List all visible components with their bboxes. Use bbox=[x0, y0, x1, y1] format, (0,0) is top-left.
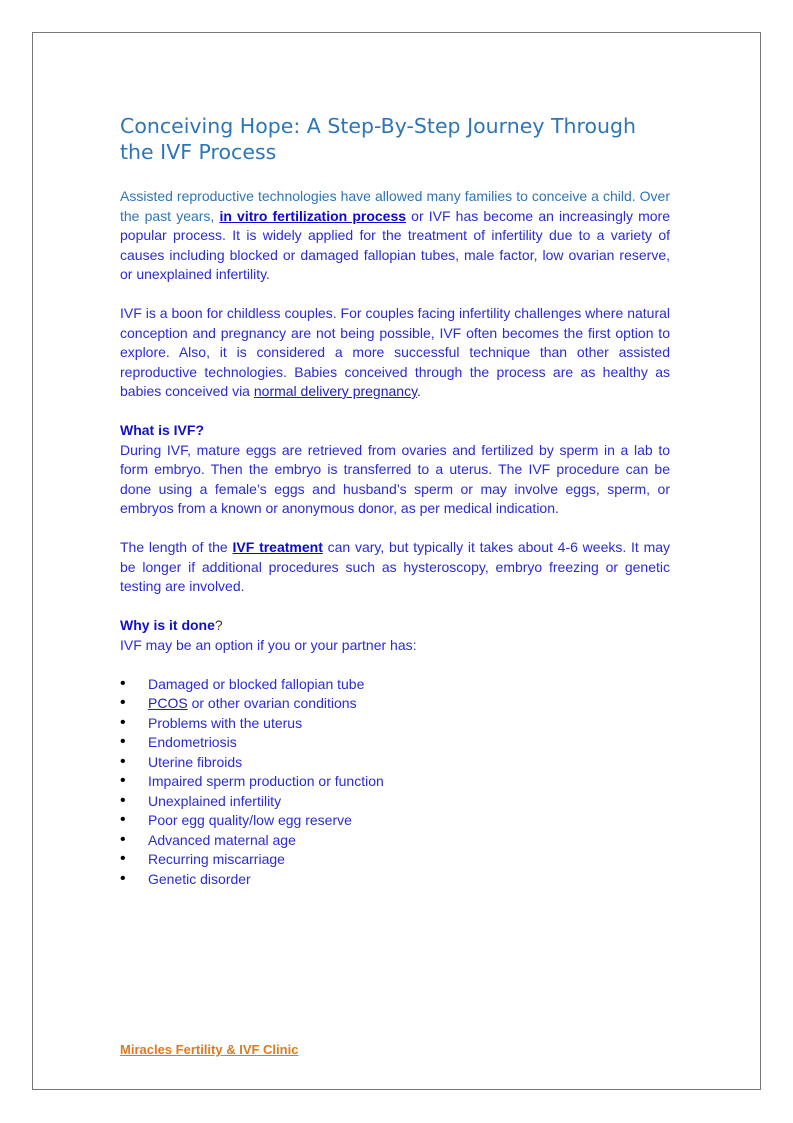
document-body bbox=[120, 113, 670, 889]
list-item: • Recurring miscarriage bbox=[120, 850, 285, 867]
ivf-process-link[interactable]: in vitro fertilization process bbox=[219, 207, 407, 224]
list-item: • Damaged or blocked fallopian tube bbox=[120, 674, 365, 692]
what-is-ivf-paragraph: During IVF, mature eggs are retrieved from ovaries and fertilized by sperm in a lab to form embryo. Then the embryo is transferred to a uterus. The IVF procedure can be done using a female’s eggs and husband’s sperm or may involve eggs, sperm, or embryos from a known or anonymous donor, as per medical indication. bbox=[120, 441, 670, 516]
indications-list bbox=[120, 675, 670, 890]
list-item: • Unexplained infertility bbox=[120, 791, 282, 809]
bullet-icon: • bbox=[120, 869, 126, 887]
boon-paragraph bbox=[120, 304, 670, 402]
bullet-icon: • bbox=[120, 791, 126, 809]
why-heading: Why is it done bbox=[120, 617, 215, 633]
intro-paragraph bbox=[120, 187, 670, 285]
bullet-icon: • bbox=[120, 694, 126, 711]
bullet-icon: • bbox=[120, 850, 126, 867]
footer-clinic-link[interactable]: Miracles Fertility & IVF Clinic bbox=[120, 1042, 299, 1057]
normal-delivery-link[interactable]: normal delivery pregnancy bbox=[253, 383, 418, 399]
why-heading-line bbox=[120, 616, 670, 636]
ivf-treatment-link[interactable]: IVF treatment bbox=[232, 539, 323, 555]
length-after: can vary, but typically it takes about 4-6 weeks. It may be longer if additional procedures such as hysteroscopy, embryo freezing or genetic testing are involved. bbox=[120, 539, 671, 594]
list-item: • Impaired sperm production or function bbox=[120, 772, 384, 789]
length-paragraph bbox=[120, 538, 670, 597]
list-item: • Problems with the uterus bbox=[120, 713, 303, 731]
boon-end: . bbox=[417, 383, 421, 399]
bullet-icon: • bbox=[120, 752, 126, 770]
list-item: • Advanced maternal age bbox=[120, 830, 296, 848]
bullet-icon: • bbox=[120, 674, 126, 692]
list-item: • Poor egg quality/low egg reserve bbox=[120, 811, 352, 828]
what-is-ivf-heading: What is IVF? bbox=[120, 422, 204, 438]
list-item: • Genetic disorder bbox=[120, 869, 251, 887]
bullet-icon: • bbox=[120, 733, 126, 750]
bullet-icon: • bbox=[120, 830, 126, 848]
length-before: The length of the bbox=[120, 539, 228, 555]
why-heading-mark: ? bbox=[214, 617, 223, 633]
intro-rest: or IVF has become an increasingly more popular process. It is widely applied for the treatment of infertility due to a variety of causes including blocked or damaged fallopian tubes, male factor, low ovarian reserve, or unexplained infertility. bbox=[120, 207, 670, 282]
intro-lead: Assisted reproductive technologies have allowed many families to conceive a child. Over the past years, bbox=[120, 188, 670, 224]
boon-text: IVF is a boon for childless couples. For couples facing infertility challenges where natural conception and pregnancy are not being possible, IVF often becomes the first option to explore. Also, it is considered a more successful technique than other assisted reproductive technologies. Babies conceived through the process are as healthy as babies conceived via bbox=[120, 305, 670, 399]
list-item: • Endometriosis bbox=[120, 733, 237, 750]
bullet-icon: • bbox=[120, 772, 126, 789]
page-title: Conceiving Hope: A Step-By-Step Journey Through the IVF Process bbox=[120, 114, 637, 164]
list-item: • Uterine fibroids bbox=[120, 752, 243, 770]
why-intro: IVF may be an option if you or your partner has: bbox=[120, 636, 417, 653]
bullet-icon: • bbox=[120, 713, 126, 731]
list-item: • PCOS or other ovarian conditions bbox=[120, 694, 357, 711]
pcos-link[interactable]: PCOS bbox=[148, 695, 188, 711]
bullet-icon: • bbox=[120, 811, 126, 828]
